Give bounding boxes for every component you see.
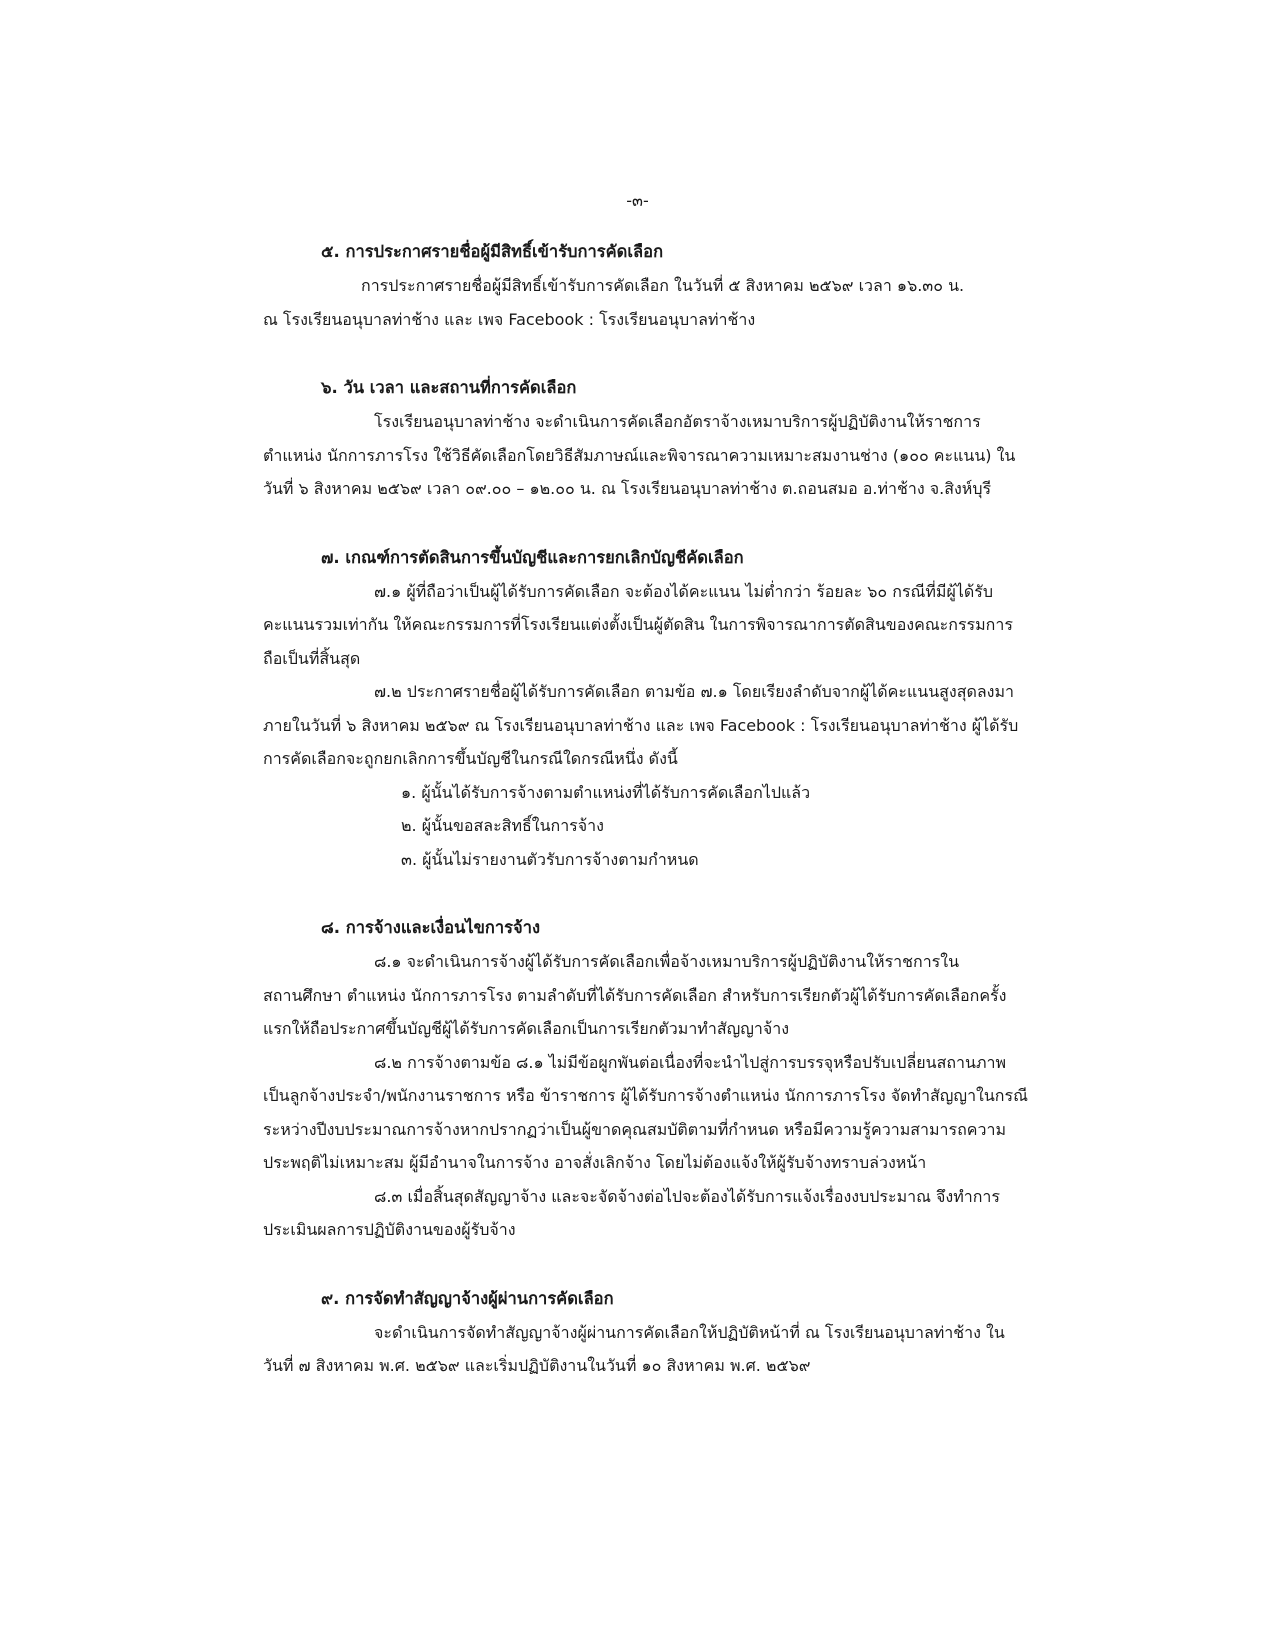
paragraph-line: ๘.๑ จะดำเนินการจ้างผู้ได้รับการคัดเลือกเพื่อจ้างเหมาบริการผู้ปฏิบัติงานให้ราชการใน: [374, 952, 960, 971]
paragraph-line: ๘.๒ การจ้างตามข้อ ๘.๑ ไม่มีข้อผูกพันต่อเนื่องที่จะนำไปสู่การบรรจุหรือปรับเปลี่ยนสถานภาพ: [374, 1052, 1007, 1072]
page-number: -๓-: [626, 191, 649, 210]
section-6: [263, 371, 1015, 506]
paragraph-line: ตำแหน่ง นักการภารโรง ใช้วิธีคัดเลือกโดยวิธีสัมภาษณ์และพิจารณาความเหมาะสมงานช่าง (๑๐๐ คะแนน) ใน: [263, 445, 1016, 465]
paragraph-line: การประกาศรายชื่อผู้มีสิทธิ์เข้ารับการคัดเลือก ในวันที่ ๕ สิงหาคม ๒๕๖๙ เวลา ๑๖.๓๐ น.: [361, 276, 965, 295]
paragraph-line: ประเมินผลการปฏิบัติงานของผู้รับจ้าง: [263, 1220, 516, 1239]
list-item: ๓. ผู้นั้นไม่รายงานตัวรับการจ้างตามกำหนด: [401, 849, 699, 869]
paragraph-line: วันที่ ๗ สิงหาคม พ.ศ. ๒๕๖๙ และเริ่มปฏิบัติงานในวันที่ ๑๐ สิงหาคม พ.ศ. ๒๕๖๙: [263, 1356, 811, 1375]
paragraph-line: วันที่ ๖ สิงหาคม ๒๕๖๙ เวลา ๐๙.๐๐ – ๑๒.๐๐ น. ณ โรงเรียนอนุบาลท่าช้าง ต.ถอนสมอ อ.ท่าช้าง จ.สิงห์บุรี: [263, 479, 992, 498]
section-heading: ๕. การประกาศรายชื่อผู้มีสิทธิ์เข้ารับการคัดเลือก: [321, 242, 664, 261]
paragraph-line: ระหว่างปีงบประมาณการจ้างหากปรากฏว่าเป็นผู้ขาดคุณสมบัติตามที่กำหนด หรือมีความรู้ความสามารถความ: [263, 1119, 1007, 1139]
paragraph-line: ประพฤติไม่เหมาะสม ผู้มีอำนาจในการจ้าง อาจสั่งเลิกจ้าง โดยไม่ต้องแจ้งให้ผู้รับจ้างทราบล่วงหน้า: [263, 1153, 927, 1172]
paragraph-line: จะดำเนินการจัดทำสัญญาจ้างผู้ผ่านการคัดเลือกให้ปฏิบัติหน้าที่ ณ โรงเรียนอนุบาลท่าช้าง ใน: [374, 1322, 1005, 1342]
paragraph-line: ๗.๑ ผู้ที่ถือว่าเป็นผู้ได้รับการคัดเลือก จะต้องได้คะแนน ไม่ต่ำกว่า ร้อยละ ๖๐ กรณีที่มีผู้ได้รับ: [374, 581, 994, 601]
paragraph-line: ๘.๓ เมื่อสิ้นสุดสัญญาจ้าง และจะจัดจ้างต่อไปจะต้องได้รับการแจ้งเรื่องงบประมาณ จึงทำการ: [374, 1186, 1001, 1206]
paragraph-line: โรงเรียนอนุบาลท่าช้าง จะดำเนินการคัดเลือกอัตราจ้างเหมาบริการผู้ปฏิบัติงานให้ราชการ: [374, 412, 981, 431]
paragraph-line: การคัดเลือกจะถูกยกเลิกการขึ้นบัญชีในกรณีใดกรณีหนึ่ง ดังนี้: [263, 749, 678, 768]
paragraph-line: ณ โรงเรียนอนุบาลท่าช้าง และ เพจ Facebook : โรงเรียนอนุบาลท่าช้าง: [263, 309, 756, 329]
section-7: [263, 541, 1019, 877]
paragraph-line: ๗.๒ ประกาศรายชื่อผู้ได้รับการคัดเลือก ตามข้อ ๗.๑ โดยเรียงลำดับจากผู้ได้คะแนนสูงสุดลงมา: [374, 682, 1015, 701]
section-heading: ๙. การจัดทำสัญญาจ้างผู้ผ่านการคัดเลือก: [321, 1288, 614, 1308]
paragraph-line: ถือเป็นที่สิ้นสุด: [263, 648, 361, 668]
section-heading: ๗. เกณฑ์การตัดสินการขึ้นบัญชีและการยกเลิกบัญชีคัดเลือก: [321, 547, 744, 567]
paragraph-line: แรกให้ถือประกาศขึ้นบัญชีผู้ได้รับการคัดเลือกเป็นการเรียกตัวมาทำสัญญาจ้าง: [263, 1019, 790, 1038]
paragraph-line: คะแนนรวมเท่ากัน ให้คณะกรรมการที่โรงเรียนแต่งตั้งเป็นผู้ตัดสิน ในการพิจารณาการตัดสินของคณะกรรมการ: [263, 615, 1013, 634]
section-5: [263, 235, 1015, 336]
section-8: [263, 911, 1028, 1247]
paragraph-line: สถานศึกษา ตำแหน่ง นักการภารโรง ตามลำดับที่ได้รับการคัดเลือก สำหรับการเรียกตัวผู้ได้รับการคัดเลือกครั้ง: [263, 985, 1007, 1005]
section-9: [263, 1282, 1015, 1383]
list-item: ๑. ผู้นั้นได้รับการจ้างตามตำแหน่งที่ได้รับการคัดเลือกไปแล้ว: [401, 782, 811, 802]
paragraph-line: เป็นลูกจ้างประจำ/พนักงานราชการ หรือ ข้าราชการ ผู้ได้รับการจ้างตำแหน่ง นักการภารโรง จัดทำสัญญาในกรณี: [263, 1086, 1028, 1105]
document-body: [263, 235, 1028, 1383]
list-item: ๒. ผู้นั้นขอสละสิทธิ์ในการจ้าง: [401, 816, 604, 835]
section-heading: ๖. วัน เวลา และสถานที่การคัดเลือก: [321, 378, 577, 397]
paragraph-line: ภายในวันที่ ๖ สิงหาคม ๒๕๖๙ ณ โรงเรียนอนุบาลท่าช้าง และ เพจ Facebook : โรงเรียนอนุบาลท่าช้าง ผู้ได้รับ: [263, 715, 1019, 735]
section-heading: ๘. การจ้างและเงื่อนไขการจ้าง: [321, 918, 541, 937]
